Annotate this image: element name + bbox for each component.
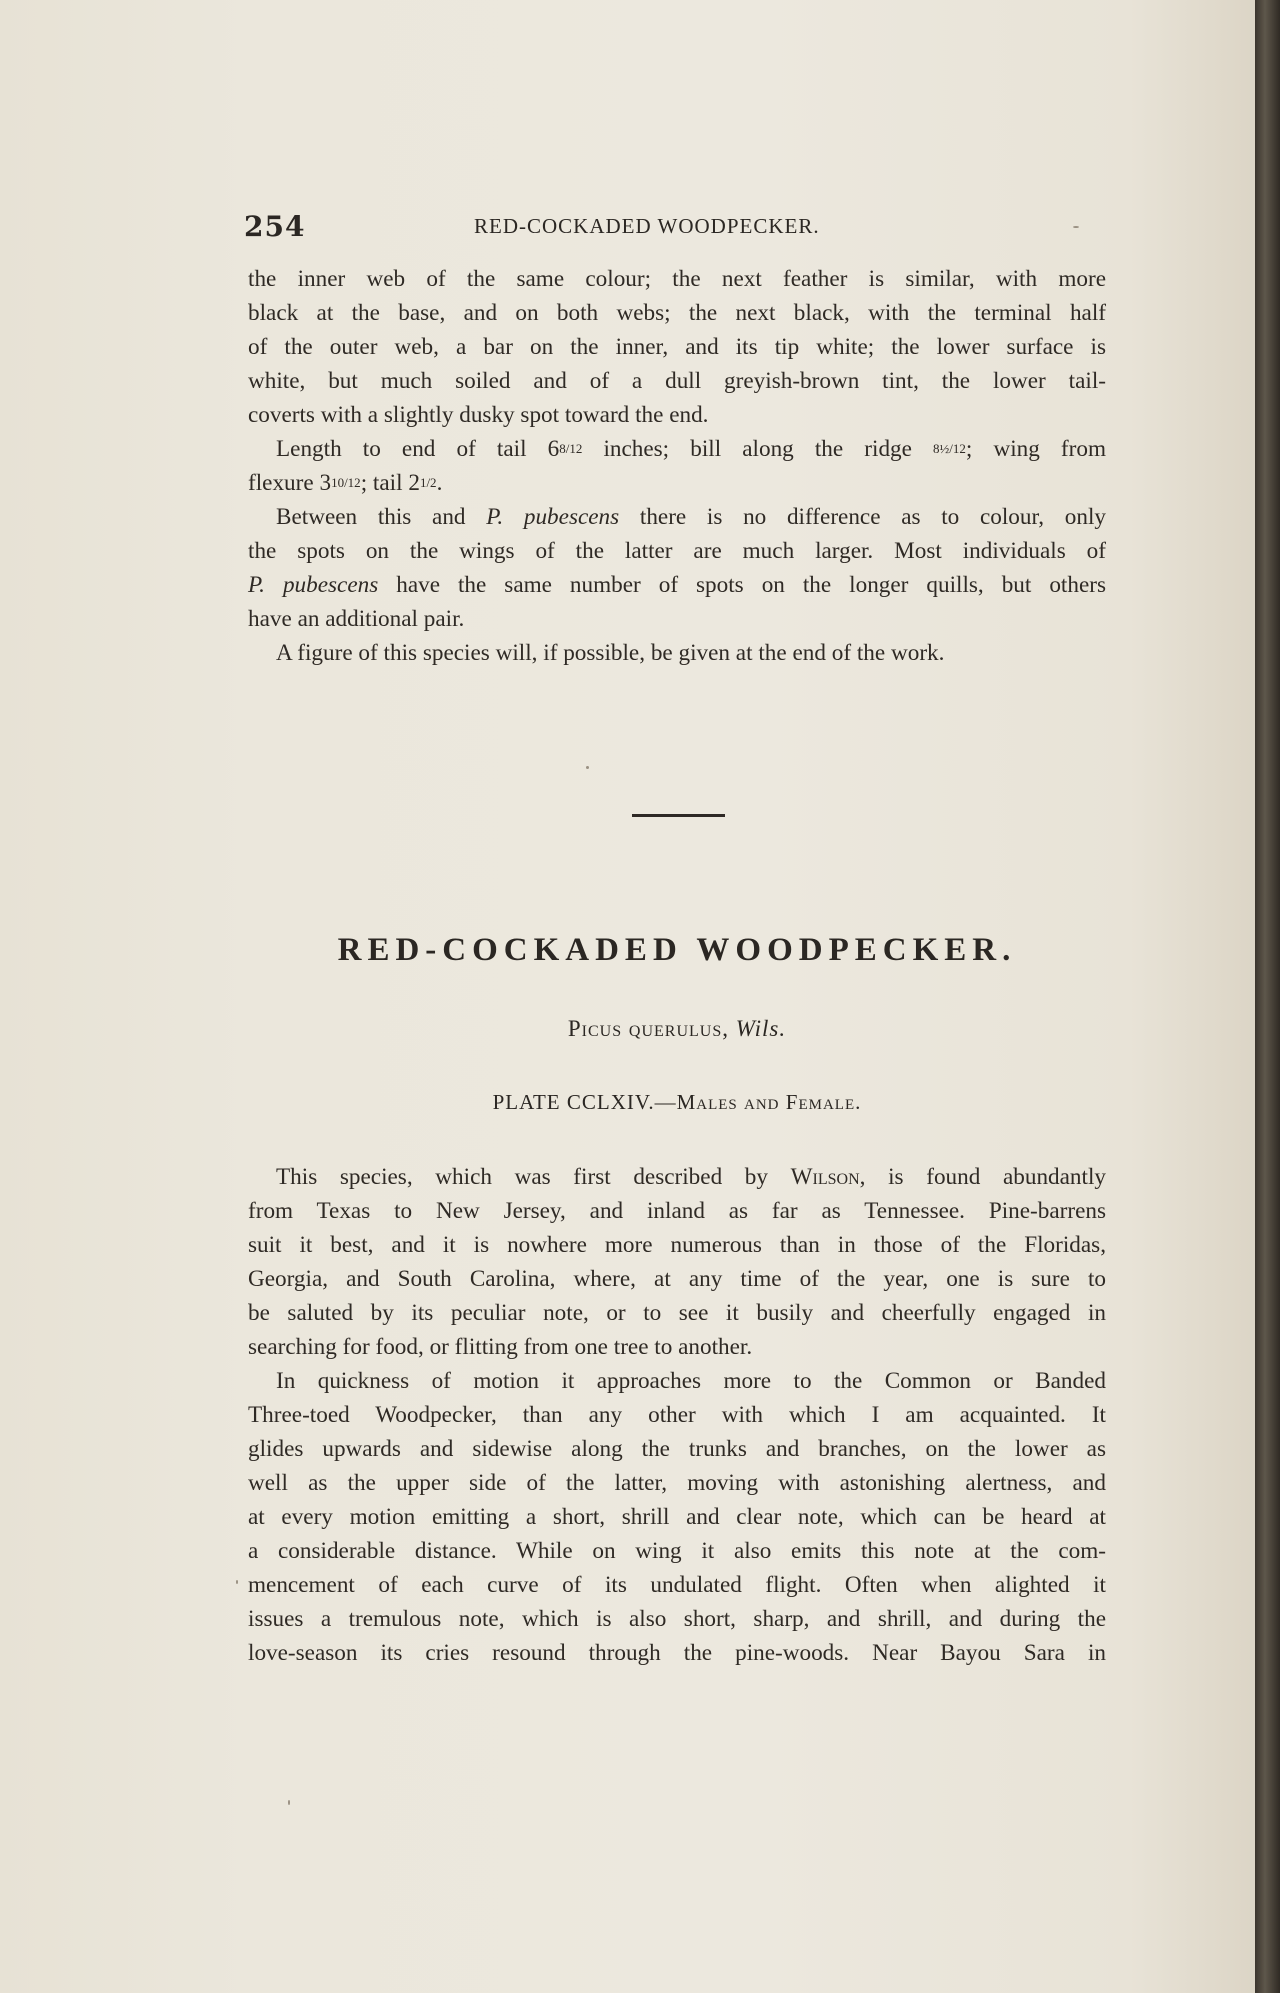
text-line: Three-toed Woodpecker, than any other with which I am acquainted. It [248,1402,1106,1428]
comparison-line: Between this and P. pubescens there is no difference as to colour, only [276,504,1106,530]
tail-fraction: 8/12 [559,441,583,456]
paper-speck [586,766,589,769]
plate-line [248,1090,1106,1115]
continued-text [248,262,1106,670]
species-name: P. pubescens [248,572,379,598]
comparison-line: have an additional pair. [248,606,465,632]
text-line: from Texas to New Jersey, and inland as far as Tennessee. Pine-barrens [248,1198,1106,1224]
paper-speck [1073,226,1079,228]
text-line: glides upwards and sidewise along the trunks and branches, on the lower as [248,1436,1106,1462]
text-line: the inner web of the same colour; the next feather is similar, with more [248,266,1106,292]
text-line: well as the upper side of the latter, moving with astonishing alertness, and [248,1470,1106,1496]
article-title: RED-COCKADED WOODPECKER. [337,932,1017,968]
plate-label: PLATE CCLXIV.— [492,1090,677,1114]
section-divider [632,814,725,817]
author-name: Wilson [790,1164,860,1190]
paper-speck [236,1580,238,1584]
comparison-line: P. pubescens have the same number of spots on the longer quills, but others [248,572,1106,598]
measurements-line: flexure 310/12; tail 21/2. [248,470,443,496]
text-line: black at the base, and on both webs; the next black, with the terminal half [248,300,1106,326]
book-edge [1255,0,1280,1993]
authority: Wils. [735,1016,787,1041]
text-line: love-season its cries resound through the pine-woods. Near Bayou Sara in [248,1640,1106,1666]
text-line: Georgia, and South Carolina, where, at any time of the year, one is sure to [248,1266,1106,1292]
species-name: P. pubescens [486,504,620,530]
plate-description: Males and Female. [676,1090,862,1114]
text-line: white, but much soiled and of a dull greyish-brown tint, the lower tail- [248,368,1106,394]
text-line: a considerable distance. While on wing it also emits this note at the com- [248,1538,1106,1564]
text-line: suit it best, and it is nowhere more numerous than in those of the Floridas, [248,1232,1106,1258]
figure-note: A figure of this species will, if possible, be given at the end of the work. [276,640,945,666]
text-line: at every motion emitting a short, shrill and clear note, which can be heard at [248,1504,1106,1530]
comparison-line: the spots on the wings of the latter are much larger. Most individuals of [248,538,1106,564]
latin-name-line [248,1016,1106,1042]
text-line: of the outer web, a bar on the inner, and its tip white; the lower surface is [248,334,1106,360]
text-line: This species, which was first described by Wilson, is found abundantly [276,1164,1107,1190]
latin-name: Picus querulus, [567,1016,729,1041]
text-line: issues a tremulous note, which is also short, sharp, and shrill, and during the [248,1606,1106,1632]
text-line: be saluted by its peculiar note, or to see it busily and cheerfully engaged in [248,1300,1106,1326]
running-head [244,210,1104,250]
wing-fraction: 10/12 [331,475,361,490]
measurements-line: Length to end of tail 68/12 inches; bill along the ridge 8½/12; wing from [276,436,1106,462]
text-line: coverts with a slightly dusky spot toward the end. [248,402,709,428]
tail-fraction: 1/2 [419,475,437,490]
running-head-title: RED-COCKADED WOODPECKER. [474,214,820,238]
paper-speck [288,1800,290,1805]
bill-fraction: 8½/12 [933,441,966,456]
text-line: mencement of each curve of its undulated flight. Often when alighted it [248,1572,1106,1598]
text-line: searching for food, or flitting from one tree to another. [248,1334,753,1360]
article-body [248,1160,1106,1670]
text-line: In quickness of motion it approaches more to the Common or Banded [276,1368,1106,1394]
page-number: 254 [244,210,306,243]
